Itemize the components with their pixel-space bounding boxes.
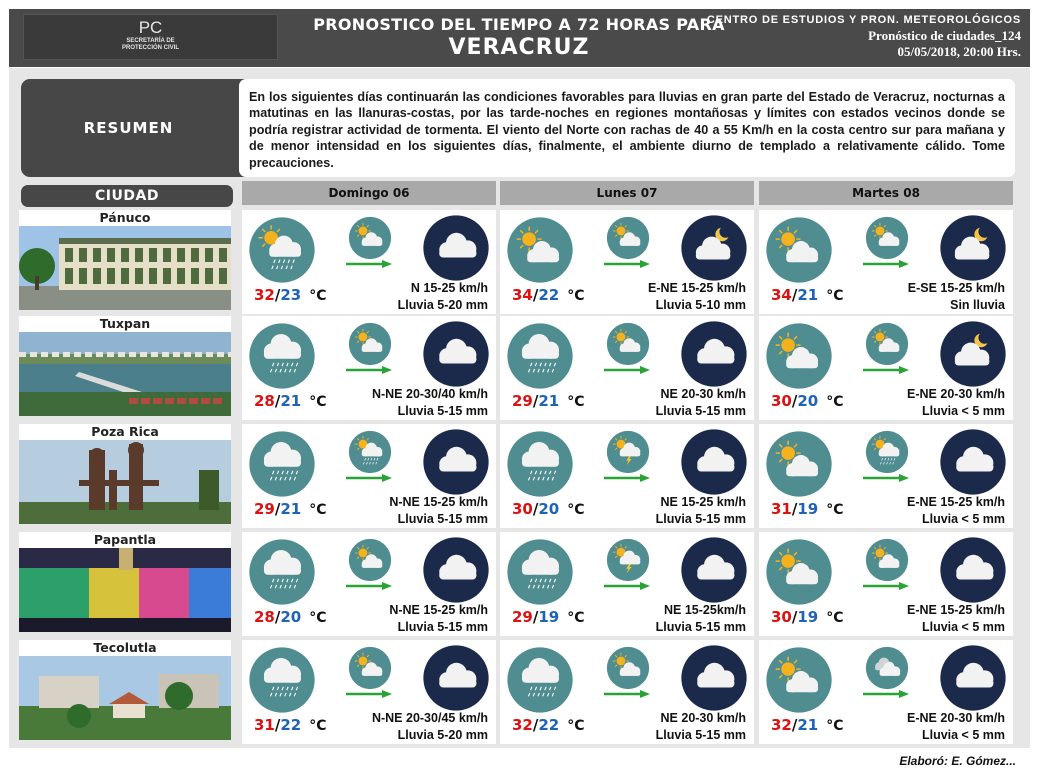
city-photo xyxy=(19,656,231,740)
arrow-right-icon xyxy=(604,366,650,374)
temp-unit: °C xyxy=(309,502,327,518)
storm-icon xyxy=(606,538,650,582)
temp-unit: °C xyxy=(567,610,585,626)
rain-amount: Lluvia 5-15 mm xyxy=(655,512,746,526)
logo-subtitle-2: PROTECCIÓN CIVIL xyxy=(121,45,179,51)
forecast-cell xyxy=(500,316,754,420)
rain-amount: Lluvia 5-15 mm xyxy=(655,404,746,418)
temp-unit: °C xyxy=(826,610,844,626)
temp-min: 21 xyxy=(538,392,560,410)
wind-rain-info xyxy=(372,710,488,744)
temp-min: 19 xyxy=(797,608,819,626)
city-column-header: CIUDAD xyxy=(21,185,233,207)
temp-min: 19 xyxy=(797,500,819,518)
wind-rain-info xyxy=(656,494,746,528)
partly-cloudy-icon xyxy=(606,646,650,690)
arrow-right-icon xyxy=(604,260,650,268)
partly-cloudy-icon xyxy=(348,322,392,366)
cloudy-icon xyxy=(865,646,909,690)
wind-speed: NE 20-30 km/h xyxy=(660,387,746,401)
partly-cloudy-icon xyxy=(765,646,833,714)
temp-max: 32 xyxy=(254,286,275,304)
wind-speed: E-NE 15-25 km/h xyxy=(907,603,1005,617)
cloudy-moon-icon xyxy=(939,214,1007,282)
issue-date: 05/05/2018, 20:00 Hrs. xyxy=(897,44,1021,59)
temperature: 32/21 °C xyxy=(771,716,844,734)
temp-min: 21 xyxy=(280,392,302,410)
city-name: Poza Rica xyxy=(19,424,231,440)
agency-logo xyxy=(23,14,278,60)
temp-max: 32 xyxy=(771,716,792,734)
temp-unit: °C xyxy=(567,502,585,518)
city-photo xyxy=(19,226,231,310)
wind-rain-info xyxy=(398,280,488,314)
cloudy-night-icon xyxy=(422,428,490,496)
temp-unit: °C xyxy=(309,718,327,734)
arrow-right-icon xyxy=(346,582,392,590)
city-photo xyxy=(19,440,231,524)
wind-speed: NE 20-30 km/h xyxy=(660,711,746,725)
temp-unit: °C xyxy=(567,394,585,410)
page-title xyxy=(299,15,739,61)
city-name: Pánuco xyxy=(19,210,231,226)
forecast-cell xyxy=(500,640,754,744)
wind-speed: N-NE 15-25 km/h xyxy=(389,495,488,509)
wind-speed: E-NE 20-30 km/h xyxy=(907,711,1005,725)
wind-rain-info xyxy=(907,494,1005,528)
arrow-right-icon xyxy=(863,366,909,374)
temp-min: 19 xyxy=(538,608,560,626)
temp-max: 30 xyxy=(771,392,792,410)
partly-cloudy-icon xyxy=(765,538,833,606)
wind-rain-info xyxy=(656,602,746,636)
logo-subtitle-1: SECRETARÍA DE xyxy=(126,38,175,44)
wind-speed: NE 15-25km/h xyxy=(664,603,746,617)
temp-unit: °C xyxy=(826,718,844,734)
arrow-right-icon xyxy=(346,474,392,482)
temp-unit: °C xyxy=(309,288,327,304)
city-name: Tecolutla xyxy=(19,640,231,656)
partly-cloudy-icon xyxy=(506,216,574,284)
cloudy-night-icon xyxy=(422,536,490,604)
temp-unit: °C xyxy=(309,610,327,626)
temp-unit: °C xyxy=(826,502,844,518)
partly-cloudy-icon xyxy=(348,538,392,582)
cloudy-night-icon xyxy=(680,428,748,496)
wind-speed: N 15-25 km/h xyxy=(410,281,488,295)
header-bar xyxy=(9,9,1030,67)
rain-amount: Lluvia 5-15 mm xyxy=(397,512,488,526)
issue-info xyxy=(707,13,1021,60)
temp-min: 21 xyxy=(280,500,302,518)
wind-rain-info xyxy=(907,602,1005,636)
cloudy-night-icon xyxy=(939,428,1007,496)
temp-unit: °C xyxy=(567,718,585,734)
temp-min: 20 xyxy=(280,608,302,626)
forecast-panel xyxy=(9,68,1030,748)
partly-cloudy-icon xyxy=(606,216,650,260)
storm-icon xyxy=(606,430,650,474)
forecast-cell xyxy=(759,640,1013,744)
cloudy-moon-icon xyxy=(939,320,1007,388)
forecast-cell xyxy=(500,532,754,636)
rain-amount: Lluvia < 5 mm xyxy=(921,620,1005,634)
partly-cloudy-icon xyxy=(765,430,833,498)
forecast-cell xyxy=(242,316,496,420)
rain-icon xyxy=(248,322,316,390)
temperature: 31/22 °C xyxy=(254,716,327,734)
partly-cloudy-rain-icon xyxy=(865,430,909,474)
forecast-cell xyxy=(242,640,496,744)
wind-speed: E-SE 15-25 km/h xyxy=(907,281,1005,295)
wind-speed: N-NE 20-30/40 km/h xyxy=(371,387,488,401)
arrow-right-icon xyxy=(863,474,909,482)
temp-max: 34 xyxy=(512,286,533,304)
forecast-cell xyxy=(242,210,496,314)
wind-rain-info xyxy=(372,386,488,420)
temperature: 29/21 °C xyxy=(254,500,327,518)
logo-text: PC xyxy=(138,18,163,37)
forecast-cell xyxy=(759,532,1013,636)
partly-cloudy-rain-icon xyxy=(248,216,316,284)
rain-icon xyxy=(506,538,574,606)
rain-icon xyxy=(248,646,316,714)
title-line-2: VERACRUZ xyxy=(448,35,590,60)
temperature: 34/22 °C xyxy=(512,286,585,304)
rain-icon xyxy=(506,322,574,390)
temp-unit: °C xyxy=(826,394,844,410)
temperature: 29/21 °C xyxy=(512,392,585,410)
partly-cloudy-rain-icon xyxy=(348,430,392,474)
wind-speed: N-NE 20-30/45 km/h xyxy=(371,711,488,725)
arrow-right-icon xyxy=(604,690,650,698)
arrow-right-icon xyxy=(346,260,392,268)
city-name: Papantla xyxy=(19,532,231,548)
rain-amount: Lluvia 5-15 mm xyxy=(397,620,488,634)
wind-rain-info xyxy=(656,386,746,420)
cloudy-night-icon xyxy=(422,644,490,712)
temp-min: 22 xyxy=(280,716,302,734)
temp-min: 23 xyxy=(280,286,302,304)
rain-amount: Lluvia 5-10 mm xyxy=(655,298,746,312)
wind-rain-info xyxy=(907,710,1005,744)
day-header-3: Martes 08 xyxy=(759,181,1013,205)
forecast-cell xyxy=(759,316,1013,420)
forecast-cell xyxy=(500,210,754,314)
partly-cloudy-icon xyxy=(348,216,392,260)
wind-speed: E-NE 15-25 km/h xyxy=(907,495,1005,509)
partly-cloudy-icon xyxy=(865,216,909,260)
cloudy-night-icon xyxy=(422,214,490,282)
wind-rain-info xyxy=(907,386,1005,420)
rain-icon xyxy=(506,646,574,714)
temp-unit: °C xyxy=(309,394,327,410)
partly-cloudy-icon xyxy=(865,538,909,582)
rain-icon xyxy=(248,538,316,606)
temp-max: 29 xyxy=(254,500,275,518)
temp-max: 29 xyxy=(512,392,533,410)
temp-min: 22 xyxy=(538,286,560,304)
temp-min: 20 xyxy=(538,500,560,518)
cloudy-night-icon xyxy=(680,536,748,604)
temp-min: 22 xyxy=(538,716,560,734)
temperature: 30/20 °C xyxy=(771,392,844,410)
temp-min: 20 xyxy=(797,392,819,410)
cloudy-night-icon xyxy=(939,536,1007,604)
city-name: Tuxpan xyxy=(19,316,231,332)
wind-rain-info xyxy=(648,280,746,314)
rain-icon xyxy=(248,430,316,498)
rain-amount: Lluvia 5-15 mm xyxy=(655,728,746,742)
rain-amount: Lluvia 5-15 mm xyxy=(655,620,746,634)
cloudy-night-icon xyxy=(680,644,748,712)
temp-max: 31 xyxy=(771,500,792,518)
rain-icon xyxy=(506,430,574,498)
summary-label: RESUMEN xyxy=(83,119,174,137)
temperature: 29/19 °C xyxy=(512,608,585,626)
cloudy-night-icon xyxy=(680,320,748,388)
summary-text: En los siguientes días continuarán las condiciones favorables para lluvias en gran parte del Estado de Veracruz, nocturnas a matutinas en las llanuras-costas, por las tarde-noches en regiones montañosas y límites con estados vecinos donde se podría registrar actividad de tormenta. El viento del Norte con rachas de 40 a 55 Km/h en la costa centro sur para mañana y de menor intensidad en los siguientes días, finalmente, el ambiente diurno de templado a relativamente cálido. Tome precauciones. xyxy=(239,79,1015,177)
product-id: Pronóstico de ciudades_124 xyxy=(868,28,1021,43)
rain-amount: Lluvia < 5 mm xyxy=(921,512,1005,526)
forecast-cell xyxy=(242,532,496,636)
rain-amount: Lluvia 5-20 mm xyxy=(397,298,488,312)
temperature: 31/19 °C xyxy=(771,500,844,518)
rain-amount: Lluvia < 5 mm xyxy=(921,728,1005,742)
temperature: 30/20 °C xyxy=(512,500,585,518)
title-line-1: PRONOSTICO DEL TIEMPO A 72 HORAS PARA xyxy=(313,15,725,34)
author-credit: Elaboró: E. Gómez... xyxy=(899,754,1016,768)
cloudy-night-icon xyxy=(939,644,1007,712)
temp-max: 31 xyxy=(254,716,275,734)
wind-speed: E-NE 20-30 km/h xyxy=(907,387,1005,401)
forecast-cell xyxy=(242,424,496,528)
wind-rain-info xyxy=(389,602,488,636)
temp-min: 21 xyxy=(797,286,819,304)
cloudy-night-icon xyxy=(422,320,490,388)
temp-max: 28 xyxy=(254,392,275,410)
temp-min: 21 xyxy=(797,716,819,734)
footer xyxy=(9,750,1030,774)
city-photo xyxy=(19,332,231,416)
partly-cloudy-icon xyxy=(348,646,392,690)
temp-unit: °C xyxy=(567,288,585,304)
arrow-right-icon xyxy=(346,690,392,698)
partly-cloudy-icon xyxy=(865,322,909,366)
forecast-cell xyxy=(500,424,754,528)
temperature: 30/19 °C xyxy=(771,608,844,626)
wind-rain-info xyxy=(656,710,746,744)
rain-amount: Lluvia 5-15 mm xyxy=(397,404,488,418)
temp-max: 30 xyxy=(771,608,792,626)
temperature: 34/21 °C xyxy=(771,286,844,304)
wind-rain-info xyxy=(908,280,1005,314)
temp-unit: °C xyxy=(826,288,844,304)
wind-rain-info xyxy=(389,494,488,528)
temperature: 28/20 °C xyxy=(254,608,327,626)
day-header-1: Domingo 06 xyxy=(242,181,496,205)
temperature: 28/21 °C xyxy=(254,392,327,410)
rain-amount: Lluvia 5-20 mm xyxy=(397,728,488,742)
rain-amount: Sin lluvia xyxy=(950,298,1005,312)
temperature: 32/23 °C xyxy=(254,286,327,304)
arrow-right-icon xyxy=(604,582,650,590)
rain-amount: Lluvia < 5 mm xyxy=(921,404,1005,418)
temp-max: 34 xyxy=(771,286,792,304)
temp-max: 32 xyxy=(512,716,533,734)
arrow-right-icon xyxy=(863,690,909,698)
temp-max: 30 xyxy=(512,500,533,518)
day-header-2: Lunes 07 xyxy=(500,181,754,205)
city-photo xyxy=(19,548,231,632)
cloudy-moon-icon xyxy=(680,214,748,282)
arrow-right-icon xyxy=(863,582,909,590)
arrow-right-icon xyxy=(604,474,650,482)
partly-cloudy-icon xyxy=(765,322,833,390)
wind-speed: N-NE 15-25 km/h xyxy=(389,603,488,617)
partly-cloudy-icon xyxy=(606,322,650,366)
wind-speed: E-NE 15-25 km/h xyxy=(648,281,746,295)
temp-max: 28 xyxy=(254,608,275,626)
forecast-cell xyxy=(759,210,1013,314)
arrow-right-icon xyxy=(346,366,392,374)
wind-speed: NE 15-25 km/h xyxy=(660,495,746,509)
temp-max: 29 xyxy=(512,608,533,626)
temperature: 32/22 °C xyxy=(512,716,585,734)
forecast-cell xyxy=(759,424,1013,528)
summary-section xyxy=(21,79,1015,177)
partly-cloudy-icon xyxy=(765,216,833,284)
arrow-right-icon xyxy=(863,260,909,268)
agency-name: CENTRO DE ESTUDIOS Y PRON. METEOROLÓGICOS xyxy=(706,14,1021,26)
